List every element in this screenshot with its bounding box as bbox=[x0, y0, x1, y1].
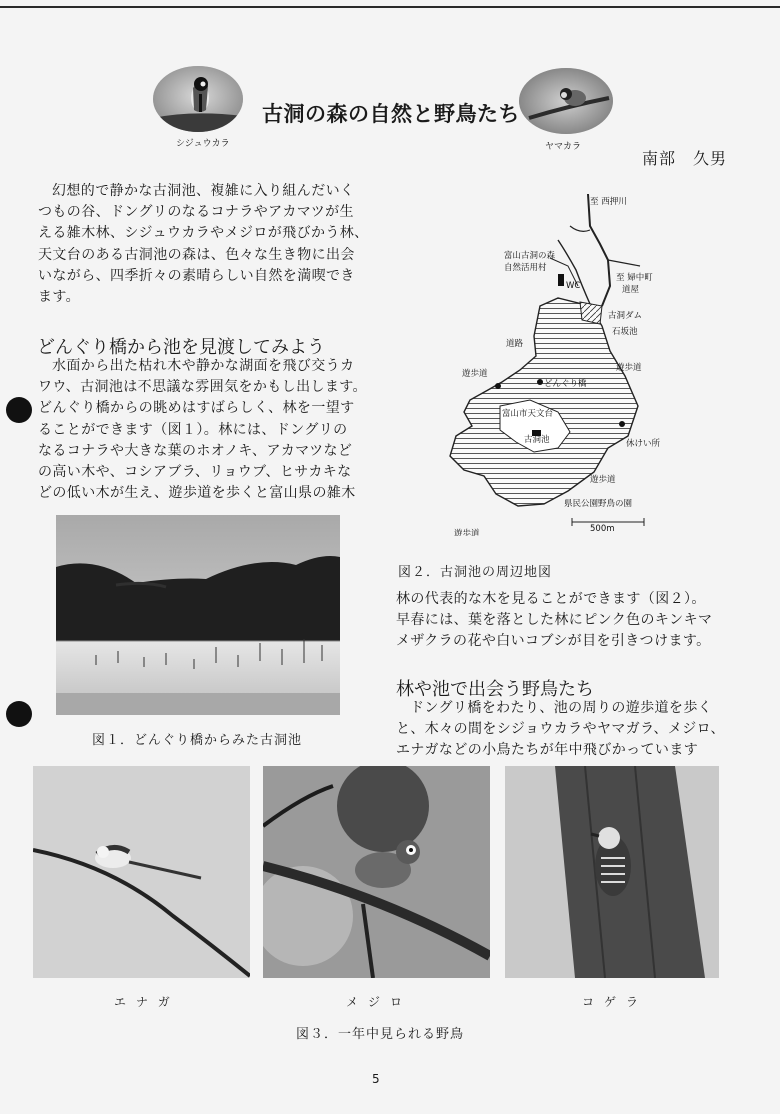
section1-heading: どんぐり橋から池を見渡してみよう bbox=[37, 337, 325, 358]
page-title: 古洞の森の自然と野鳥たち bbox=[262, 102, 520, 126]
map-label: 石坂池 bbox=[612, 327, 638, 337]
white-eye-photo bbox=[263, 766, 490, 978]
figure2-caption: 図２．古洞池の周辺地図 bbox=[398, 565, 553, 580]
section2-paragraph bbox=[396, 698, 746, 762]
varied-tit-photo bbox=[519, 68, 613, 134]
author-name: 南部 久男 bbox=[642, 149, 728, 168]
text-line: の高い木や、コシアブラ、リョウブ、ヒサカキな bbox=[38, 464, 352, 481]
map-label: 富山市天文台 bbox=[502, 409, 554, 419]
map-label: WC bbox=[566, 281, 581, 291]
map-label: 道路 bbox=[506, 339, 524, 349]
map-label: 富山古洞の森 bbox=[504, 251, 556, 261]
text-line: 天文台のある古洞池の森は、色々な生き物に出会 bbox=[38, 246, 355, 263]
map-label: 遊歩道 bbox=[454, 529, 480, 536]
map-label: どんぐり橋 bbox=[544, 379, 587, 389]
text-line: ドングリ橋をわたり、池の周りの遊歩道を歩く bbox=[410, 700, 713, 716]
left-bird-caption: シジュウカラ bbox=[176, 139, 230, 149]
text-line: なるコナラや大きな葉のホオノキ、アカマツなど bbox=[38, 442, 353, 459]
titmouse-photo bbox=[153, 66, 243, 132]
area-map bbox=[440, 186, 670, 536]
bird-name-enaga: エナガ bbox=[114, 995, 180, 1009]
pond-photo bbox=[56, 515, 340, 715]
text-line: と、木々の間をシジョウカラやヤマガラ、メジロ、 bbox=[396, 721, 725, 738]
section1-paragraph bbox=[38, 356, 378, 504]
text-line: 林の代表的な木を見ることができます（図２）。 bbox=[396, 591, 706, 607]
top-border bbox=[0, 6, 780, 8]
map-label: 県民公園野鳥の園 bbox=[564, 499, 633, 509]
map-scale: 500m bbox=[590, 524, 615, 534]
text-line: メザクラの花や白いコブシが目を引きつけます。 bbox=[396, 633, 711, 650]
map-label: 至 婦中町 bbox=[616, 273, 653, 283]
text-line: ワウ、古洞池は不思議な雰囲気をかもし出します。 bbox=[38, 379, 367, 396]
section2-heading: 林や池で出会う野鳥たち bbox=[396, 679, 594, 700]
text-line: 早春には、葉を落とした林にピンク色のキンキマ bbox=[396, 612, 713, 629]
figure1-caption: 図１．どんぐり橋からみた古洞池 bbox=[92, 733, 303, 748]
text-line: 幻想的で静かな古洞池、複雑に入り組んだいく bbox=[52, 183, 355, 199]
text-line: ることができます（図１）。林には、ドングリの bbox=[38, 421, 348, 438]
intro-paragraph bbox=[38, 181, 378, 308]
text-line: エナガなどの小鳥たちが年中飛びかっています bbox=[396, 742, 699, 759]
map-label: 自然活用村 bbox=[504, 263, 547, 273]
punch-hole bbox=[6, 701, 32, 727]
text-line: いながら、四季折々の素晴らしい自然を満喫でき bbox=[38, 267, 355, 284]
map-label: 古洞ダム bbox=[608, 311, 643, 321]
text-line: 水面から出た枯れ木や静かな湖面を飛び交うカ bbox=[52, 358, 355, 374]
map-label: 至 西押川 bbox=[590, 197, 627, 207]
map-label: 古洞池 bbox=[524, 435, 550, 445]
map-label: 遊歩道 bbox=[590, 475, 616, 485]
text-line: つもの谷、ドングリのなるコナラやアカマツが生 bbox=[38, 204, 354, 221]
long-tailed-tit-photo bbox=[33, 766, 250, 978]
map-label: 遊歩道 bbox=[462, 369, 488, 379]
bird-name-mejiro: メジロ bbox=[346, 995, 413, 1009]
map-label: 休けい所 bbox=[626, 439, 661, 449]
right-bird-caption: ヤマカラ bbox=[545, 142, 582, 152]
bird-name-kogera: コゲラ bbox=[582, 995, 649, 1009]
figure3-caption: 図３．一年中見られる野鳥 bbox=[296, 1027, 465, 1042]
text-line: どの低い木が生え、遊歩道を歩くと富山県の雑木 bbox=[38, 485, 356, 502]
right-column-paragraph bbox=[396, 589, 746, 653]
text-line: どんぐり橋からの眺めはすばらしく、林を一望す bbox=[38, 400, 355, 417]
text-line: ます。 bbox=[38, 289, 81, 306]
map-label: 道屋 bbox=[622, 285, 640, 295]
pygmy-woodpecker-photo bbox=[505, 766, 719, 978]
text-line: える雑木林、シジュウカラやメジロが飛びかう林、 bbox=[38, 225, 369, 242]
map-label: 遊歩道 bbox=[616, 363, 642, 373]
page-number: 5 bbox=[372, 1072, 380, 1086]
punch-hole bbox=[6, 397, 32, 423]
